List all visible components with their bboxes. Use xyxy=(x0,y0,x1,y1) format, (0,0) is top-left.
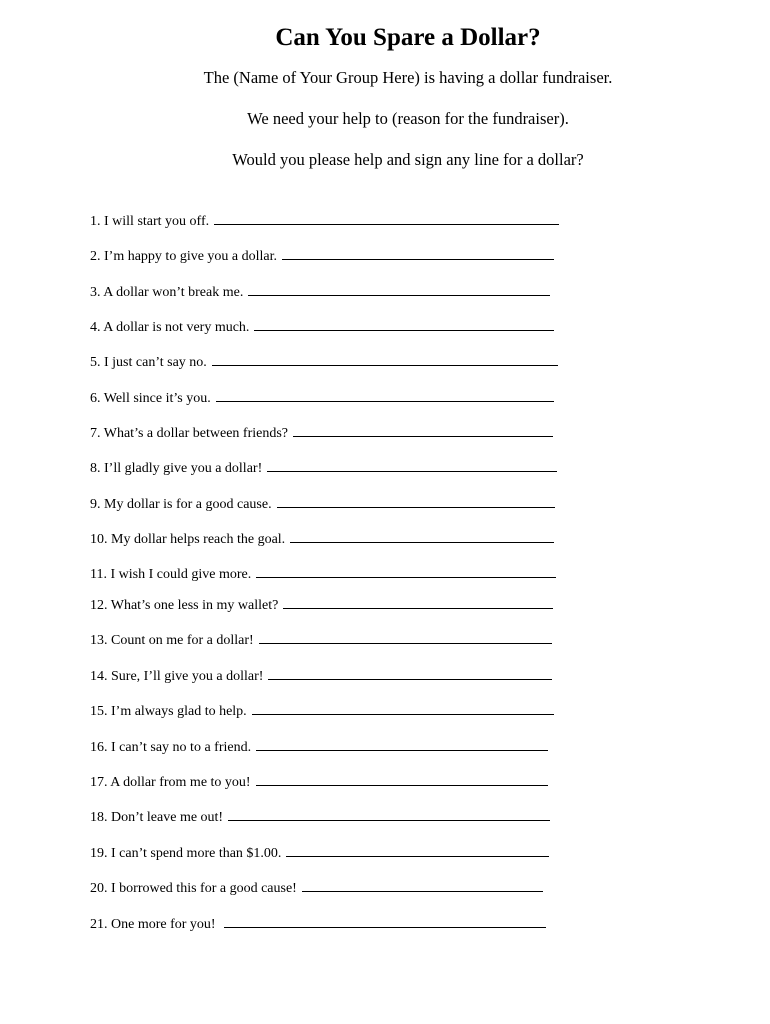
signature-blank[interactable] xyxy=(216,391,554,402)
intro-line-2: We need your help to (reason for the fundraiser). xyxy=(247,109,569,128)
signature-line-8 xyxy=(90,461,557,477)
signature-line-text: 9. My dollar is for a good cause. xyxy=(90,497,272,512)
signature-line-text: 14. Sure, I’ll give you a dollar! xyxy=(90,669,264,684)
signature-blank[interactable] xyxy=(267,461,557,472)
signature-line-10 xyxy=(90,532,554,548)
signature-blank[interactable] xyxy=(256,567,556,578)
intro-line-1: The (Name of Your Group Here) is having a dollar fundraiser. xyxy=(203,68,613,87)
signature-line-text: 20. I borrowed this for a good cause! xyxy=(90,881,297,896)
signature-line-text: 1. I will start you off. xyxy=(90,214,210,229)
signature-line-14 xyxy=(90,669,552,685)
signature-blank[interactable] xyxy=(224,917,546,928)
signature-line-20 xyxy=(90,881,543,897)
signature-line-5 xyxy=(90,355,558,371)
signature-blank[interactable] xyxy=(214,214,559,225)
signature-line-1 xyxy=(90,214,559,230)
signature-line-text: 10. My dollar helps reach the goal. xyxy=(90,532,286,547)
signature-line-12 xyxy=(90,598,553,614)
signature-line-21 xyxy=(90,917,546,933)
signature-line-text: 18. Don’t leave me out! xyxy=(90,810,224,825)
signature-line-16 xyxy=(90,740,548,756)
signature-line-text: 17. A dollar from me to you! xyxy=(90,775,251,790)
signature-line-9 xyxy=(90,497,555,513)
signature-line-text: 11. I wish I could give more. xyxy=(90,567,252,582)
signature-line-text: 16. I can’t say no to a friend. xyxy=(90,740,252,755)
signature-blank[interactable] xyxy=(212,355,558,366)
signature-blank[interactable] xyxy=(290,532,554,543)
signature-line-6 xyxy=(90,391,554,407)
signature-line-text: 19. I can’t spend more than $1.00. xyxy=(90,846,282,861)
signature-line-15 xyxy=(90,704,554,720)
signature-blank[interactable] xyxy=(228,810,550,821)
signature-line-text: 7. What’s a dollar between friends? xyxy=(90,426,289,441)
signature-blank[interactable] xyxy=(268,669,552,680)
signature-blank[interactable] xyxy=(282,249,554,260)
signature-blank[interactable] xyxy=(259,633,552,644)
signature-line-11 xyxy=(90,567,556,583)
signature-blank[interactable] xyxy=(254,320,554,331)
signature-line-text: 2. I’m happy to give you a dollar. xyxy=(90,249,278,264)
signature-line-18 xyxy=(90,810,550,826)
signature-blank[interactable] xyxy=(256,740,548,751)
signature-blank[interactable] xyxy=(286,846,549,857)
signature-line-3 xyxy=(90,285,550,301)
signature-blank[interactable] xyxy=(302,881,543,892)
signature-line-text: 6. Well since it’s you. xyxy=(90,391,211,406)
intro-line-3: Would you please help and sign any line for a dollar? xyxy=(232,150,584,169)
signature-blank[interactable] xyxy=(252,704,554,715)
signature-line-2 xyxy=(90,249,554,265)
signature-blank[interactable] xyxy=(283,598,553,609)
signature-line-text: 12. What’s one less in my wallet? xyxy=(90,598,279,613)
signature-line-19 xyxy=(90,846,549,862)
signature-line-text: 8. I’ll gladly give you a dollar! xyxy=(90,461,263,476)
signature-line-text: 21. One more for you! xyxy=(90,917,216,932)
signature-blank[interactable] xyxy=(277,497,555,508)
signature-line-17 xyxy=(90,775,548,791)
signature-line-7 xyxy=(90,426,553,442)
signature-blank[interactable] xyxy=(248,285,550,296)
signature-line-13 xyxy=(90,633,552,649)
signature-line-text: 4. A dollar is not very much. xyxy=(90,320,250,335)
signature-line-text: 3. A dollar won’t break me. xyxy=(90,285,244,300)
signature-blank[interactable] xyxy=(256,775,548,786)
page-title: Can You Spare a Dollar? xyxy=(275,24,541,51)
signature-line-text: 15. I’m always glad to help. xyxy=(90,704,247,719)
signature-line-4 xyxy=(90,320,554,336)
signature-blank[interactable] xyxy=(293,426,553,437)
signature-line-text: 5. I just can’t say no. xyxy=(90,355,207,370)
signature-line-text: 13. Count on me for a dollar! xyxy=(90,633,254,648)
